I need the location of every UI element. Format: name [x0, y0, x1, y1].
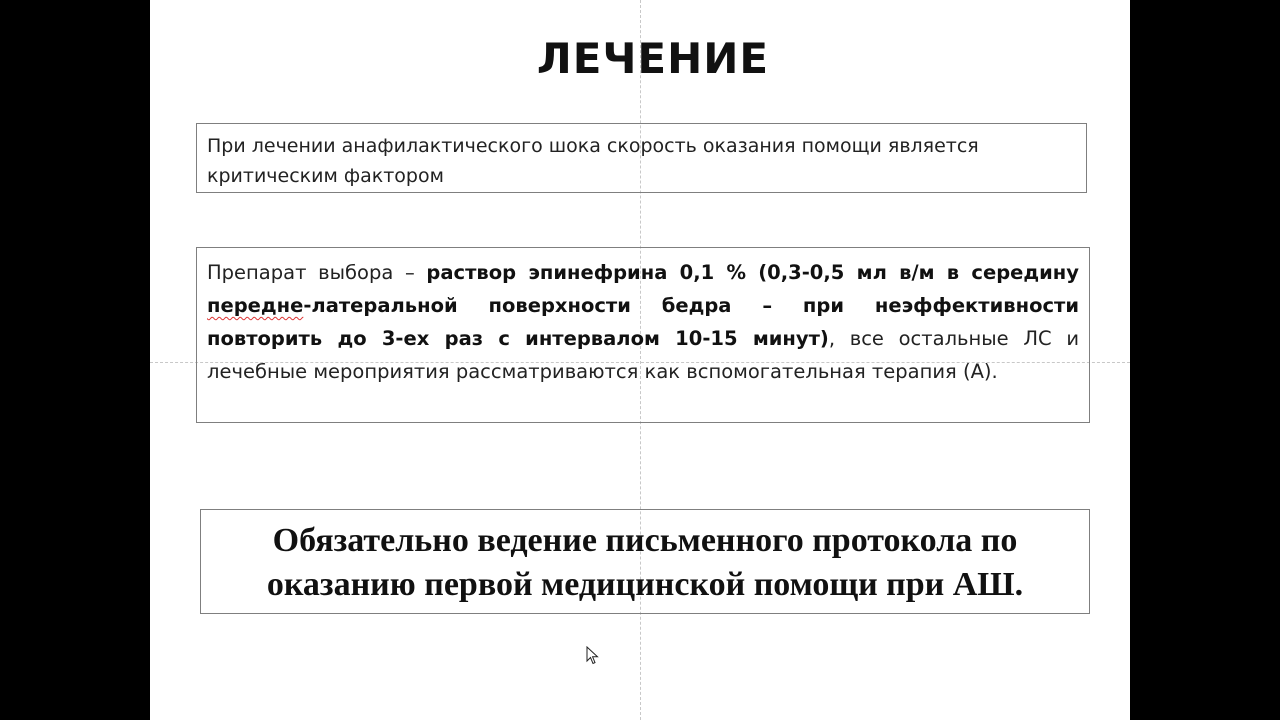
- drug-suffix-text: , все остальные ЛС и лечебные мероприятия рассматриваются как вспомогательная терапия (А).: [207, 327, 1079, 383]
- text-box-drug-of-choice[interactable]: [196, 247, 1090, 423]
- mouse-pointer-icon: [586, 646, 600, 666]
- text-box-protocol-note-text: Обязательно ведение письменного протокола по оказанию первой медицинской помощи при АШ.: [266, 522, 1024, 603]
- drug-bold-text-2: -латеральной поверхности бедра – при неэффективности повторить до 3-ех раз с интервалом 10-15 минут): [207, 294, 1079, 350]
- text-box-protocol-note[interactable]: [200, 509, 1090, 614]
- text-box-speed-of-help[interactable]: [196, 123, 1087, 193]
- slide-title[interactable]: ЛЕЧЕНИЕ: [536, 34, 770, 83]
- drug-prefix-text: Препарат выбора –: [207, 261, 427, 284]
- drug-bold-text-1: раствор эпинефрина 0,1 % (0,3-0,5 мл в/м в середину: [426, 261, 1079, 284]
- slide: [150, 0, 1130, 720]
- text-box-speed-of-help-text: При лечении анафилактического шока скорость оказания помощи является критическим фактором: [207, 135, 979, 187]
- spellcheck-word: передне: [207, 294, 304, 317]
